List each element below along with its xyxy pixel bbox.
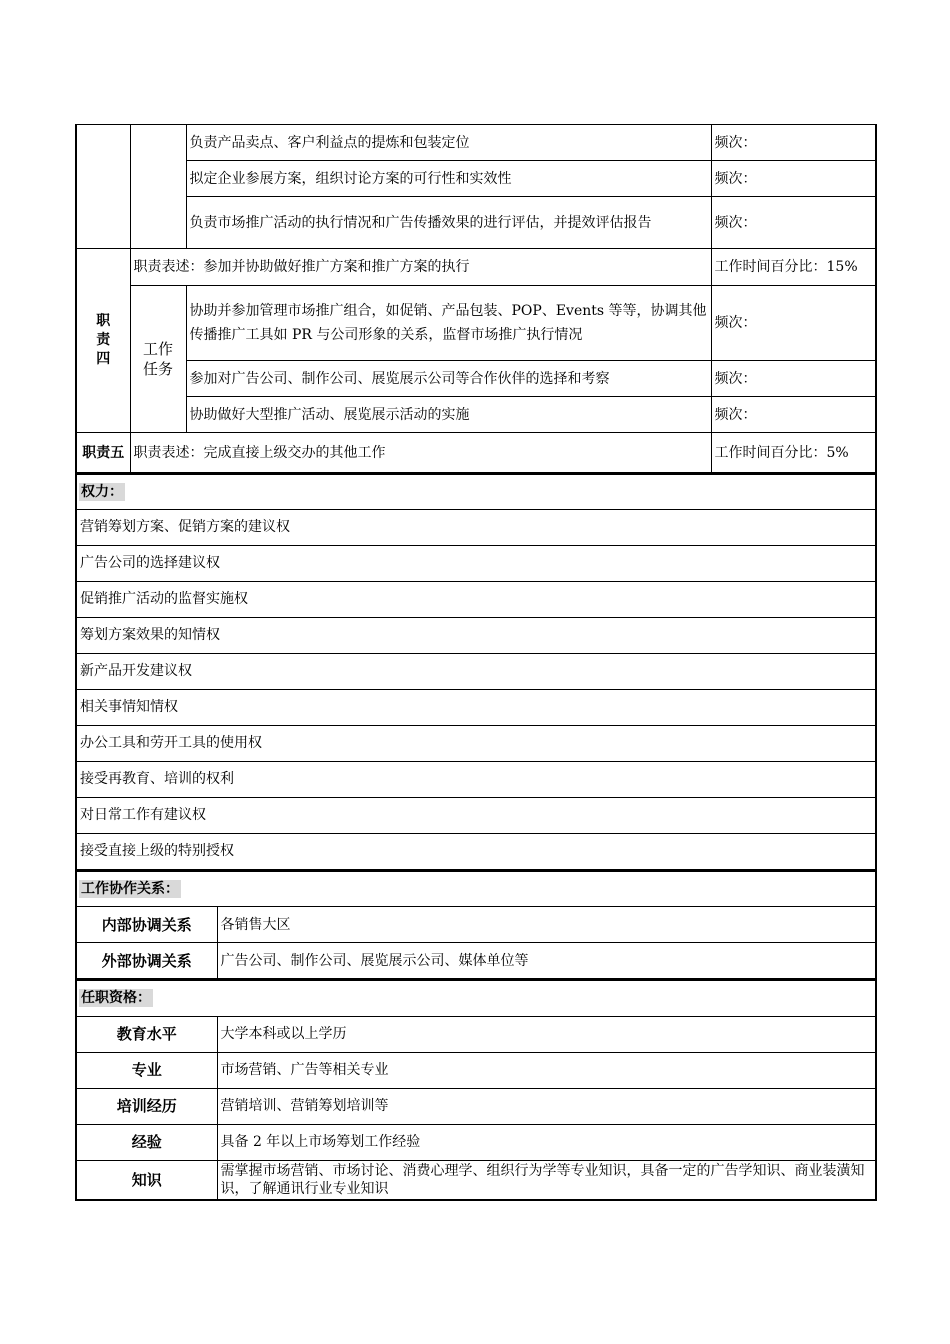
duty4-time-percentage: 工作时间百分比：15% [711, 249, 876, 286]
qualification-value: 具备 2 年以上市场筹划工作经验 [217, 1124, 876, 1160]
duty4-task-2: 参加对广告公司、制作公司、展览展示公司等合作伙伴的选择和考察 [186, 361, 711, 397]
duty3-task-2: 拟定企业参展方案，组织讨论方案的可行性和实效性 [186, 161, 711, 197]
duty3-task-1: 负责产品卖点、客户利益点的提炼和包装定位 [186, 125, 711, 161]
power-item: 促销推广活动的监督实施权 [76, 581, 876, 617]
duty4-task-label-text: 工作任务 [142, 340, 173, 378]
powers-section-header [76, 474, 876, 509]
duty5-description: 职责表述：完成直接上级交办的其他工作 [130, 433, 711, 473]
qualification-value: 市场营销、广告等相关专业 [217, 1052, 876, 1088]
duty5-label-text: 职责五 [82, 444, 125, 461]
duty3-task-3: 负责市场推广活动的执行情况和广告传播效果的进行评估，并提效评估报告 [186, 197, 711, 249]
relation-value: 各销售大区 [217, 907, 876, 943]
duty4-label [76, 249, 130, 433]
relations-table [75, 870, 877, 980]
duty5-time-percentage: 工作时间百分比：5% [711, 433, 876, 473]
qualifications-title: 任职资格： [81, 990, 151, 1007]
powers-table [75, 473, 877, 870]
power-item: 对日常工作有建议权 [76, 797, 876, 833]
relation-key: 外部协调关系 [76, 943, 217, 979]
job-description-page [75, 124, 875, 1201]
power-item: 广告公司的选择建议权 [76, 545, 876, 581]
qualifications-table [75, 979, 877, 1201]
power-item: 筹划方案效果的知情权 [76, 617, 876, 653]
qualifications-section-header [76, 980, 876, 1016]
relation-value: 广告公司、制作公司、展览展示公司、媒体单位等 [217, 943, 876, 979]
duty4-task-1-frequency: 频次： [711, 286, 876, 361]
power-item: 接受再教育、培训的权利 [76, 761, 876, 797]
duty4-task-2-frequency: 频次： [711, 361, 876, 397]
relation-key: 内部协调关系 [76, 907, 217, 943]
duty4-label-text: 职责四 [96, 313, 111, 367]
duties-table [75, 124, 877, 473]
relations-section-header [76, 871, 876, 907]
duty4-description: 职责表述：参加并协助做好推广方案和推广方案的执行 [130, 249, 711, 286]
duty3-label-cell [76, 125, 130, 249]
power-item: 新产品开发建议权 [76, 653, 876, 689]
duty4-task-label [130, 286, 186, 433]
qualification-value: 营销培训、营销筹划培训等 [217, 1088, 876, 1124]
power-item: 办公工具和劳开工具的使用权 [76, 725, 876, 761]
duty3-task-2-frequency: 频次： [711, 161, 876, 197]
relations-title: 工作协作关系： [81, 880, 179, 897]
power-item: 接受直接上级的特别授权 [76, 833, 876, 869]
duty4-task-3: 协助做好大型推广活动、展览展示活动的实施 [186, 397, 711, 433]
duty5-label [76, 433, 130, 473]
duty3-task-label-cell [130, 125, 186, 249]
duty4-task-3-frequency: 频次： [711, 397, 876, 433]
powers-title: 权力： [81, 483, 123, 500]
qualification-value: 大学本科或以上学历 [217, 1016, 876, 1052]
qualification-key: 教育水平 [76, 1016, 217, 1052]
duty3-task-1-frequency: 频次： [711, 125, 876, 161]
qualification-key: 知识 [76, 1160, 217, 1200]
power-item: 相关事情知情权 [76, 689, 876, 725]
duty3-task-3-frequency: 频次： [711, 197, 876, 249]
duty4-task-1: 协助并参加管理市场推广组合，如促销、产品包装、POP、Events 等等，协调其他传播推广工具如 PR 与公司形象的关系，监督市场推广执行情况 [186, 286, 711, 361]
qualification-key: 专业 [76, 1052, 217, 1088]
power-item: 营销筹划方案、促销方案的建议权 [76, 509, 876, 545]
qualification-value: 需掌握市场营销、市场讨论、消费心理学、组织行为学等专业知识，具备一定的广告学知识、商业装潢知识，了解通讯行业专业知识 [217, 1160, 876, 1200]
qualification-key: 经验 [76, 1124, 217, 1160]
qualification-key: 培训经历 [76, 1088, 217, 1124]
